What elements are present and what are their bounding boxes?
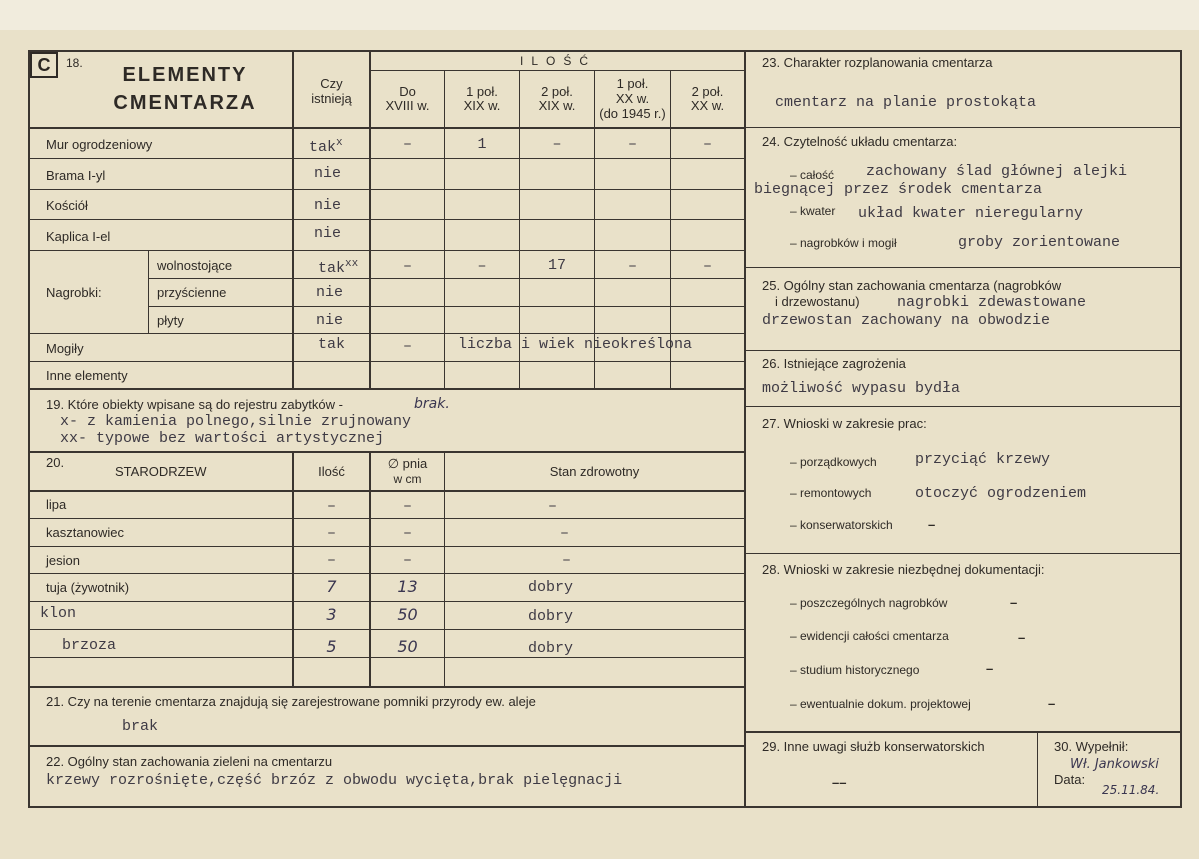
row-exists-mur: tak$^x$ xyxy=(309,137,343,156)
s18-col-line xyxy=(148,250,149,334)
s27-kons-label: – konserwatorskich xyxy=(790,518,893,532)
period-4-line2: XX w. xyxy=(615,91,650,106)
col-exists-line2: istnieją xyxy=(311,91,352,106)
s30-date: 25.11.84. xyxy=(1102,783,1160,797)
tree-health: – xyxy=(562,552,572,569)
frame-top xyxy=(28,50,1182,52)
tree-count: – xyxy=(326,498,336,515)
s19-label: 19. Które obiekty wpisane są do rejestru zabytków - xyxy=(46,397,343,412)
s19-bottom-line xyxy=(28,451,746,453)
tree-count: 3 xyxy=(326,605,337,624)
row-wolno-v1: – xyxy=(402,258,412,275)
row-label-mur: Mur ogrodzeniowy xyxy=(46,137,153,152)
period-3-line2: XIX w. xyxy=(538,98,576,113)
row-label-kaplica: Kaplica I-el xyxy=(46,229,111,244)
s27-label: 27. Wnioski w zakresie prac: xyxy=(762,416,927,431)
s25-answer-2: drzewostan zachowany na obwodzie xyxy=(762,312,1051,329)
tree-count: – xyxy=(326,552,336,569)
s20-row-line xyxy=(28,601,746,602)
s28-item-value: – xyxy=(1010,595,1018,610)
row-wolno-v2: – xyxy=(477,258,487,275)
s18-row-line xyxy=(148,306,746,307)
s30-date-label: Data: xyxy=(1054,772,1086,787)
row-exists-brama: nie xyxy=(314,165,342,182)
s20-col-health: Stan zdrowotny xyxy=(549,464,640,479)
s18-title-line1: ELEMENTY xyxy=(122,64,248,86)
row-exists-kaplica: nie xyxy=(314,225,342,242)
s19-answer: brak. xyxy=(414,396,450,412)
row-mogily-v1: – xyxy=(402,338,412,355)
s20-col-count: Ilość xyxy=(318,464,345,479)
s19-note-1: x- z kamienia polnego,silnie zrujnowany xyxy=(60,413,412,430)
row-exists-mogily: tak xyxy=(318,336,346,353)
row-mur-v4: – xyxy=(627,136,637,153)
s28-label: 28. Wnioski w zakresie niezbędnej dokumentacji: xyxy=(762,562,1045,577)
row-label-przysc: przyścienne xyxy=(157,285,227,300)
period-1-line2: XVIII w. xyxy=(385,98,430,113)
s28-item-value: – xyxy=(986,661,994,676)
card-top-edge xyxy=(0,0,1199,30)
tree-count: 5 xyxy=(326,637,337,656)
s20-row-line xyxy=(28,657,746,658)
frame-left xyxy=(28,50,30,808)
s28-item-label: – ewentualnie dokum. projektowej xyxy=(790,697,971,711)
s28-item-label: – ewidencji całości cmentarza xyxy=(790,629,949,643)
row-label-inne: Inne elementy xyxy=(46,368,128,383)
s20-row-line xyxy=(28,629,746,630)
tree-diam: 50 xyxy=(397,605,418,624)
s24-kwater-label: – kwater xyxy=(790,204,836,218)
row-exists-wolno: tak$^{xx}$ xyxy=(318,258,359,277)
s18-row-line xyxy=(28,219,746,220)
row-exists-plyty: nie xyxy=(316,312,344,329)
s20-title: STARODRZEW xyxy=(115,464,207,479)
s18-row-line xyxy=(28,333,746,334)
s23-bottom-line xyxy=(746,127,1180,128)
s24-nagr-label: – nagrobków i mogił xyxy=(790,236,897,250)
s18-row-line xyxy=(28,158,746,159)
row-mur-v1: – xyxy=(402,136,412,153)
s23-label: 23. Charakter rozplanowania cmentarza xyxy=(762,55,993,70)
s27-porz-label: – porządkowych xyxy=(790,455,877,469)
tree-diam: – xyxy=(402,498,412,515)
s25-label-2: i drzewostanu) xyxy=(775,294,860,309)
tree-health: – xyxy=(560,525,570,542)
s22-label: 22. Ogólny stan zachowania zieleni na cmentarzu xyxy=(46,754,333,769)
s20-col-diam-2: w cm xyxy=(393,472,422,486)
s27-bottom-line xyxy=(746,553,1180,554)
row-mogily-note: liczba i wiek nieokreślona xyxy=(458,336,693,353)
s28-item-label: – studium historycznego xyxy=(790,663,920,677)
s20-bottom-line xyxy=(28,686,746,688)
row-exists-kosciol: nie xyxy=(314,197,342,214)
row-label-brama: Brama I-yl xyxy=(46,168,106,183)
s27-porz: przyciąć krzewy xyxy=(915,451,1051,468)
s24-calosc-1: zachowany ślad głównej alejki xyxy=(866,163,1128,180)
section-letter: C xyxy=(30,52,58,78)
s28-item-label: – poszczególnych nagrobków xyxy=(790,596,948,610)
s18-row-line xyxy=(28,361,746,362)
s26-answer: możliwość wypasu bydła xyxy=(762,380,961,397)
s20-row-line xyxy=(28,546,746,547)
s27-kons: – xyxy=(928,517,936,532)
row-mur-v5: – xyxy=(702,136,712,153)
s24-calosc-2: biegnącej przez środek cmentarza xyxy=(754,181,1043,198)
tree-name: jesion xyxy=(46,553,80,568)
tree-diam: – xyxy=(402,552,412,569)
s29-s30-divider xyxy=(1037,731,1038,807)
tree-name: tuja (żywotnik) xyxy=(46,580,130,595)
s30-label: 30. Wypełnił: xyxy=(1054,739,1129,754)
s26-bottom-line xyxy=(746,406,1180,407)
s20-col-line xyxy=(444,451,445,687)
s25-bottom-line xyxy=(746,350,1180,351)
s18-title-line2: CMENTARZA xyxy=(113,92,257,114)
col-exists-line1: Czy xyxy=(320,76,343,91)
s18-header-line xyxy=(28,127,746,129)
period-5-line1: 2 poł. xyxy=(691,84,724,99)
tree-name: brzoza xyxy=(62,637,117,654)
s21-bottom-line xyxy=(28,745,746,747)
s23-answer: cmentarz na planie prostokąta xyxy=(775,94,1037,111)
tree-diam: 13 xyxy=(397,577,418,596)
s18-bottom-line xyxy=(28,388,746,390)
s20-header-line xyxy=(28,490,746,492)
row-label-wolno: wolnostojące xyxy=(157,258,233,273)
tree-name: klon xyxy=(40,605,77,622)
tree-health: dobry xyxy=(528,608,574,625)
s19-note-2: xx- typowe bez wartości artystycznej xyxy=(60,430,385,447)
period-2-line2: XIX w. xyxy=(463,98,501,113)
s25-label-1: 25. Ogólny stan zachowania cmentarza (nagrobków xyxy=(762,278,1062,293)
s24-kwater: układ kwater nieregularny xyxy=(858,205,1084,222)
s24-nagr: groby zorientowane xyxy=(958,234,1121,251)
s29-answer: –– xyxy=(832,775,847,790)
row-wolno-v4: – xyxy=(627,258,637,275)
row-label-nagrobki: Nagrobki: xyxy=(46,285,102,300)
s27-rem: otoczyć ogrodzeniem xyxy=(915,485,1087,502)
tree-health: – xyxy=(548,498,558,515)
ilosc-header: ILOŚĆ xyxy=(519,54,596,68)
row-wolno-v3: 17 xyxy=(547,257,566,274)
period-3-line1: 2 poł. xyxy=(541,84,573,99)
frame-middle xyxy=(744,50,746,808)
s21-label: 21. Czy na terenie cmentarza znajdują się zarejestrowane pomniki przyrody ew. aleje xyxy=(46,694,536,709)
s18-row-line xyxy=(28,250,746,251)
s29-label: 29. Inne uwagi służb konserwatorskich xyxy=(762,739,985,754)
frame-right xyxy=(1180,50,1182,808)
s18-row-line xyxy=(28,189,746,190)
row-exists-przysc: nie xyxy=(316,284,344,301)
s20-row-line xyxy=(28,573,746,574)
s30-signature: Wł. Jankowski xyxy=(1070,757,1159,772)
period-1-line1: Do xyxy=(399,84,416,99)
s28-bottom-line xyxy=(746,731,1180,733)
s24-calosc-label: – całość xyxy=(790,168,835,182)
tree-health: dobry xyxy=(528,640,574,657)
period-2-line1: 1 poł. xyxy=(466,84,498,99)
s18-row-line xyxy=(148,278,746,279)
tree-count: – xyxy=(326,525,336,542)
period-5-line2: XX w. xyxy=(690,98,725,113)
row-mur-v3: – xyxy=(552,136,562,153)
tree-count: 7 xyxy=(326,577,337,596)
s18-col-line xyxy=(444,70,445,389)
tree-name: lipa xyxy=(46,497,67,512)
period-4-line3: (do 1945 r.) xyxy=(599,106,666,121)
tree-name: kasztanowiec xyxy=(46,525,125,540)
s18-ilosc-line xyxy=(370,70,746,71)
tree-diam: 50 xyxy=(397,637,418,656)
row-label-plyty: płyty xyxy=(157,313,184,328)
s27-rem-label: – remontowych xyxy=(790,486,872,500)
row-label-kosciol: Kościół xyxy=(46,198,88,213)
s28-item-value: – xyxy=(1018,630,1026,645)
s25-answer-1: nagrobki zdewastowane xyxy=(897,294,1087,311)
s20-number: 20. xyxy=(46,455,65,470)
s20-col-diam-1: ∅ pnia xyxy=(387,456,428,471)
s18-number: 18. xyxy=(66,56,83,70)
row-label-mogily: Mogiły xyxy=(46,341,84,356)
s28-item-value: – xyxy=(1048,696,1056,711)
s21-answer: brak xyxy=(122,718,159,735)
s24-label: 24. Czytelność układu cmentarza: xyxy=(762,134,958,149)
s26-label: 26. Istniejące zagrożenia xyxy=(762,356,906,371)
row-wolno-v5: – xyxy=(702,258,712,275)
s20-row-line xyxy=(28,518,746,519)
row-mur-v2: 1 xyxy=(477,136,487,153)
s22-answer: krzewy rozrośnięte,część brzóz z obwodu wycięta,brak pielęgnacji xyxy=(46,772,623,789)
tree-health: dobry xyxy=(528,579,574,596)
period-4-line1: 1 poł. xyxy=(616,76,649,91)
tree-diam: – xyxy=(402,525,412,542)
s24-bottom-line xyxy=(746,267,1180,268)
frame-bottom xyxy=(28,806,1182,808)
